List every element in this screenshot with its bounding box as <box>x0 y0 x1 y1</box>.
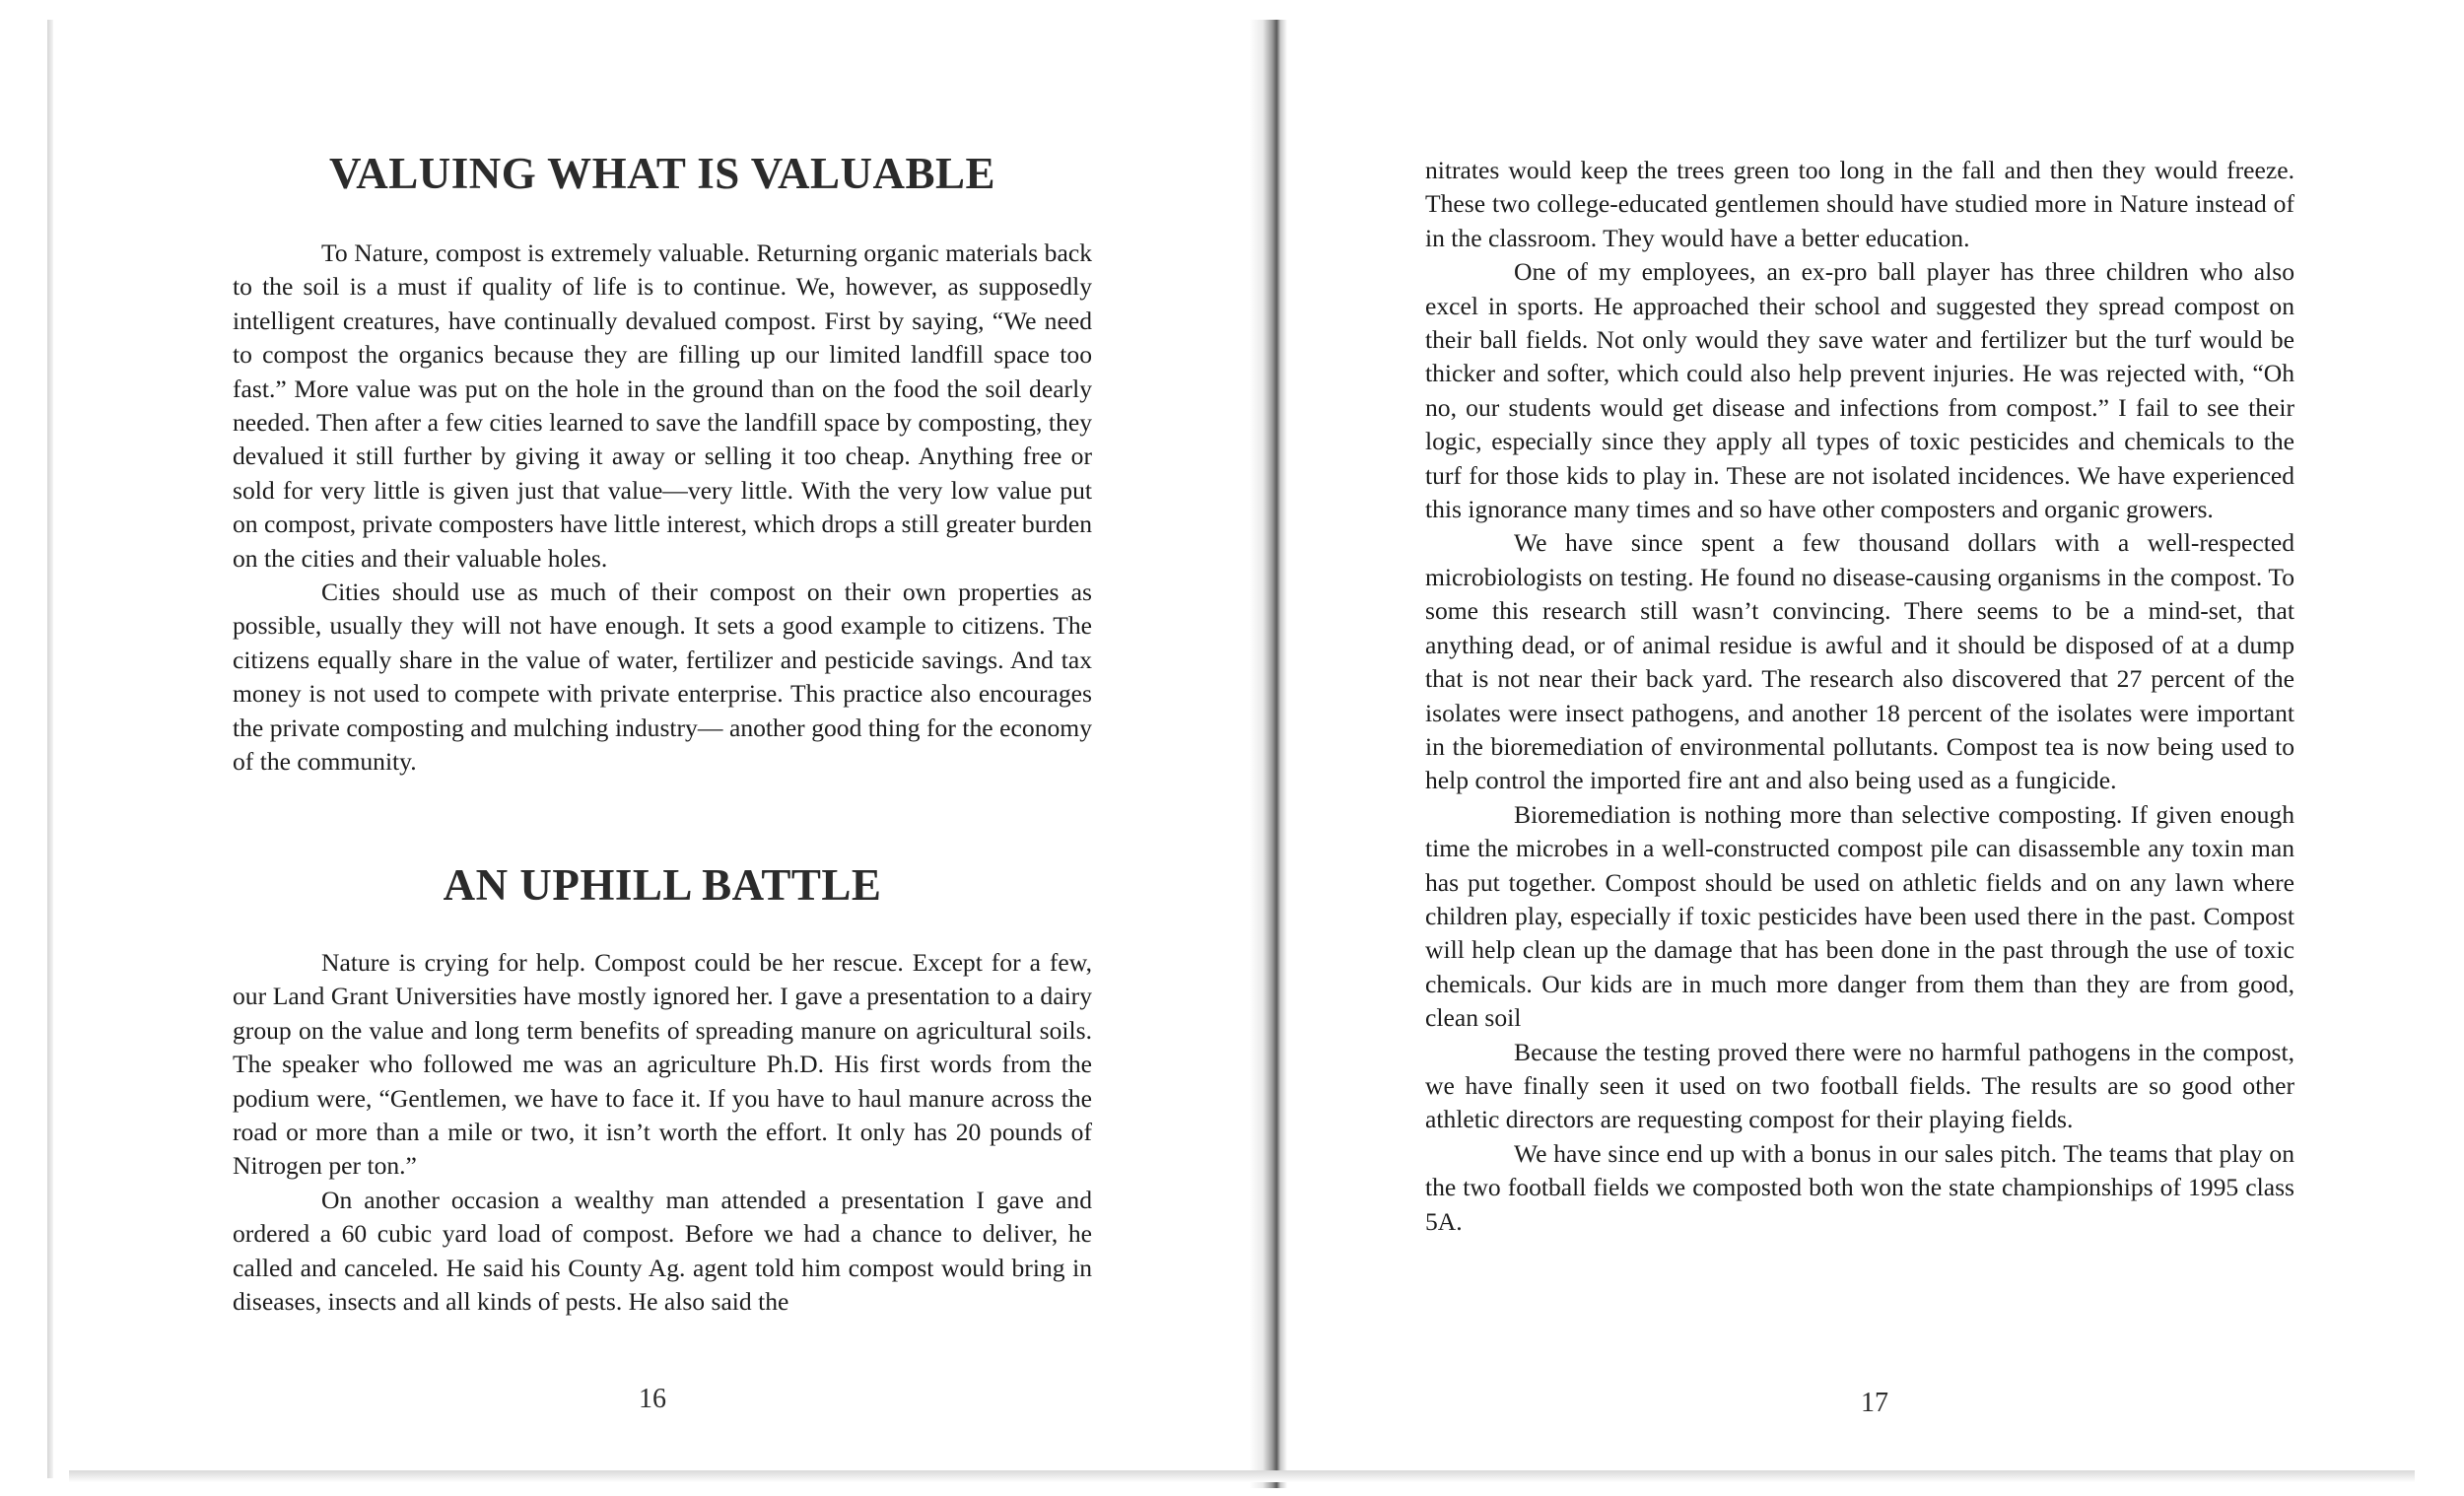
book-gutter <box>1250 20 1287 1488</box>
heading-an-uphill-battle: AN UPHILL BATTLE <box>443 860 882 910</box>
paragraph: Because the testing proved there were no harmful pathogens in the compost, we have finally seen it used on two football fields. The results are so good other athletic directors are requesting compost for their playing fields. <box>1425 1037 2294 1134</box>
bottom-page-shadow <box>69 1470 2415 1482</box>
right-page-body <box>1425 154 2294 1239</box>
paragraph: Cities should use as much of their compost on their own properties as possible, usually they will not have enough. It sets a good example to citizens. The citizens equally share in the value of water, fertilizer and pesticide savings. And tax money is not used to compete with private enterprise. This practice also encourages the private composting and mulching industry— another good thing for the economy of the community. <box>233 578 1092 777</box>
left-page-edge <box>47 20 53 1478</box>
page-number-right: 17 <box>1861 1388 1888 1418</box>
paragraph: On another occasion a wealthy man attended a presentation I gave and ordered a 60 cubic yard load of compost. Before we had a chance to deliver, he called and canceled. He said his County Ag. agent told him compost would bring in diseases, insects and all kinds of pests. He also said the <box>233 1185 1092 1317</box>
page-number-left: 16 <box>639 1384 666 1414</box>
paragraph: We have since end up with a bonus in our sales pitch. The teams that play on the two football fields we composted both won the state championships of 1995 class 5A. <box>1425 1138 2294 1236</box>
section-uphill-body <box>233 946 1092 1319</box>
paragraph: We have since spent a few thousand dollars with a well-respected microbiologists on testing. He found no disease-causing organisms in the compost. To some this research still wasn’t convincing. There seems to be a mind-set, that anything dead, or of animal residue is awful and it should be disposed of at a dump that is not near their back yard. The research also discovered that 27 percent of the isolates were insect pathogens, and another 18 percent of the isolates were important in the bioremediation of environmental pollutants. Compost tea is now being used to help control the imported fire ant and also being used as a fungicide. <box>1425 528 2294 795</box>
paragraph: One of my employees, an ex-pro ball player has three children who also excel in sports. He approached their school and suggested they spread compost on their ball fields. Not only would they save water and fertilizer but the turf would be thicker and softer, which could also help prevent injuries. He was rejected with, “Oh no, our students would get disease and infections from compost.” I fail to see their logic, especially since they apply all types of toxic pesticides and chemicals to the turf for those kids to play in. These are not isolated incidences. We have experienced this ignorance many times and so have other composters and organic growers. <box>1425 257 2294 524</box>
paragraph: To Nature, compost is extremely valuable. Returning organic materials back to the soil is a must if quality of life is to continue. We, however, as supposedly intelligent creatures, have continually devalued compost. First by saying, “We need to compost the organics because they are filling up our limited landfill space too fast.” More value was put on the hole in the ground than on the food the soil dearly needed. Then after a few cities learned to save the landfill space by composting, they devalued it still further by giving it away or selling it too cheap. Anything free or sold for very little is given just that value—very little. With the very low value put on compost, private composters have little interest, which drops a still greater burden on the cities and their valuable holes. <box>233 238 1092 573</box>
heading-valuing-what-is-valuable: VALUING WHAT IS VALUABLE <box>329 149 995 198</box>
paragraph: nitrates would keep the trees green too long in the fall and then they would freeze. These two college-educated gentlemen should have studied more in Nature instead of in the classroom. They would have a better education. <box>1425 156 2294 252</box>
paragraph: Nature is crying for help. Compost could be her rescue. Except for a few, our Land Grant Universities have mostly ignored her. I gave a presentation to a dairy group on the value and long term benefits of spreading manure on agricultural soils. The speaker who followed me was an agriculture Ph.D. His first words from the podium were, “Gentlemen, we have to face it. If you have to haul manure across the road or more than a mile or two, it isn’t worth the effort. It only has 20 pounds of Nitrogen per ton.” <box>233 948 1092 1181</box>
section-valuing-body <box>233 237 1092 780</box>
paragraph: Bioremediation is nothing more than selective composting. If given enough time the microbes in a well-constructed compost pile can disassemble any toxin man has put together. Compost should be used on athletic fields and on any lawn where children play, especially if toxic pesticides have been used there in the past. Compost will help clean up the damage that has been done in the past through the use of toxic chemicals. Our kids are in much more danger from them than they are from good, clean soil <box>1425 799 2294 1033</box>
